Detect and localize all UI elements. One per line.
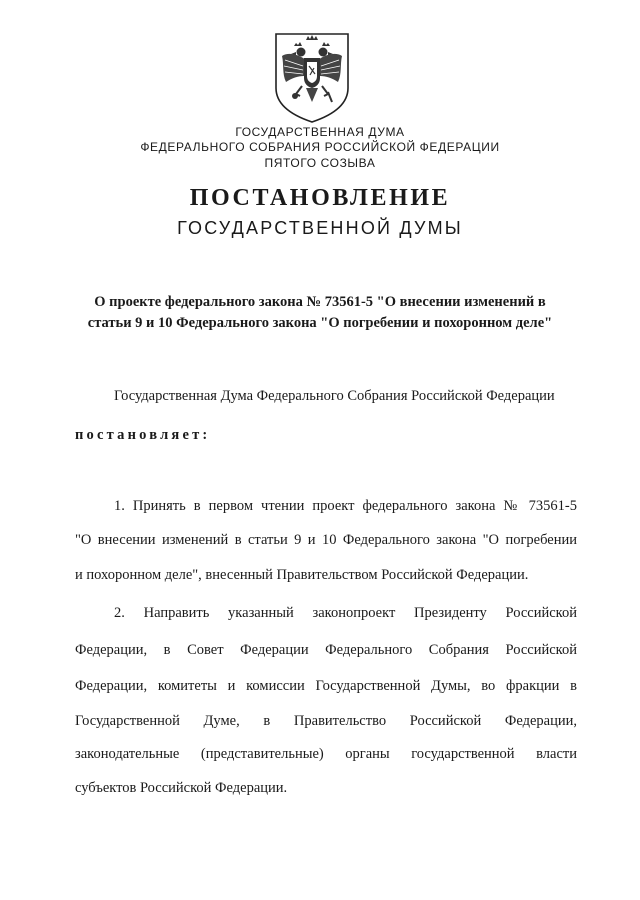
issuer-line-3: ПЯТОГО СОЗЫВА: [264, 156, 376, 170]
document-type-subtitle: ГОСУДАРСТВЕННОЙ ДУМЫ: [177, 218, 463, 238]
preamble-text: Государственная Дума Федерального Собрания Российской Федерации: [114, 388, 555, 404]
item-2-line-5: законодательные (представительные) органы государственной власти: [75, 746, 577, 762]
item-2-line-1: 2. Направить указанный законопроект Президенту Российской: [114, 605, 577, 621]
item-2-line-4: Государственной Думе, в Правительство Российской Федерации,: [75, 713, 577, 729]
item-2-line-6: субъектов Российской Федерации.: [75, 780, 288, 796]
resolves-heading: постановляет:: [75, 427, 211, 443]
document-type-title: ПОСТАНОВЛЕНИЕ: [189, 185, 451, 211]
issuer-line-2: ФЕДЕРАЛЬНОГО СОБРАНИЯ РОССИЙСКОЙ ФЕДЕРАЦИИ: [140, 140, 500, 154]
subject-line-1: О проекте федерального закона № 73561-5 "О внесении изменений в: [94, 294, 546, 310]
item-2-line-2: Федерации, в Совет Федерации Федерального Собрания Российской: [75, 642, 577, 658]
subject-line-2: статьи 9 и 10 Федерального закона "О погребении и похоронном деле": [87, 315, 553, 331]
coat-of-arms-icon: [272, 30, 352, 124]
item-1-line-2: "О внесении изменений в статьи 9 и 10 Федерального закона "О погребении: [75, 532, 577, 548]
item-1-line-1: 1. Принять в первом чтении проект федерального закона № 73561-5: [114, 498, 577, 514]
item-1-line-3: и похоронном деле", внесенный Правительством Российской Федерации.: [75, 567, 529, 583]
item-2-line-3: Федерации, комитеты и комиссии Государственной Думы, во фракции в: [75, 678, 577, 694]
issuer-line-1: ГОСУДАРСТВЕННАЯ ДУМА: [235, 125, 405, 139]
